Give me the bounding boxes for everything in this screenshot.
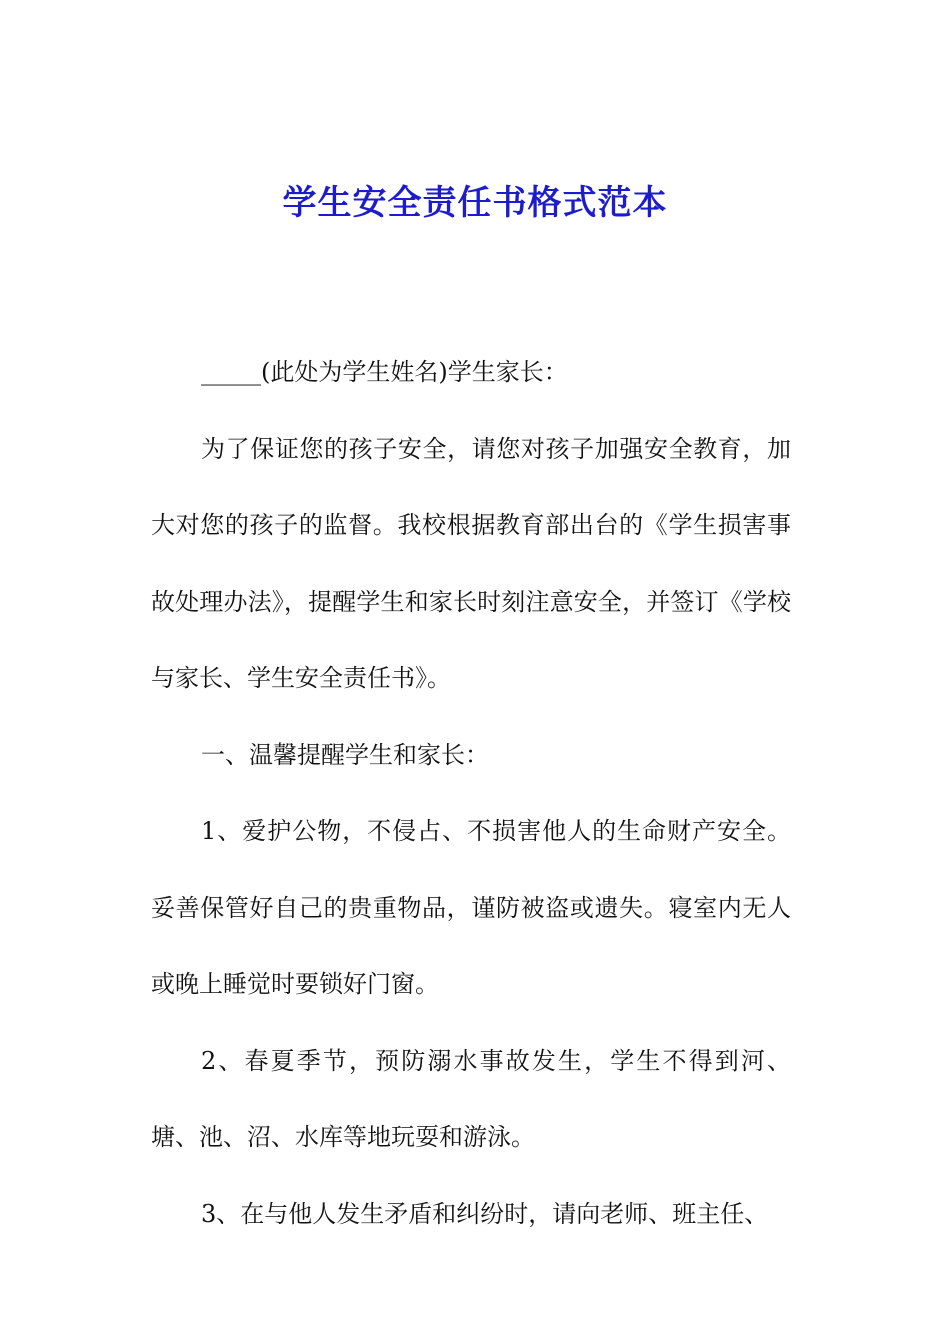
item-paragraph-2: 2、春夏季节，预防溺水事故发生，学生不得到河、塘、池、沼、水库等地玩耍和游泳。 xyxy=(151,1046,791,1151)
item-paragraph-3: 3、在与他人发生矛盾和纠纷时，请向老师、班主任、 xyxy=(201,1199,769,1228)
document-title: 学生安全责任书格式范本 xyxy=(282,183,668,223)
salutation-paragraph: _____(此处为学生姓名)学生家长： xyxy=(201,358,568,386)
document-body xyxy=(151,334,791,1252)
item-paragraph-1: 1、爱护公物，不侵占、不损害他人的生命财产安全。妥善保管好自己的贵重物品，谨防被盗或遗失。寝室内无人或晚上睡觉时要锁好门窗。 xyxy=(151,817,791,998)
section-heading: 一、温馨提醒学生和家长： xyxy=(201,740,489,769)
intro-paragraph: 为了保证您的孩子安全，请您对孩子加强安全教育，加大对您的孩子的监督。我校根据教育部出台的《学生损害事故处理办法》，提醒学生和家长时刻注意安全，并签订《学校与家长、学生安全责任书》。 xyxy=(151,434,791,692)
